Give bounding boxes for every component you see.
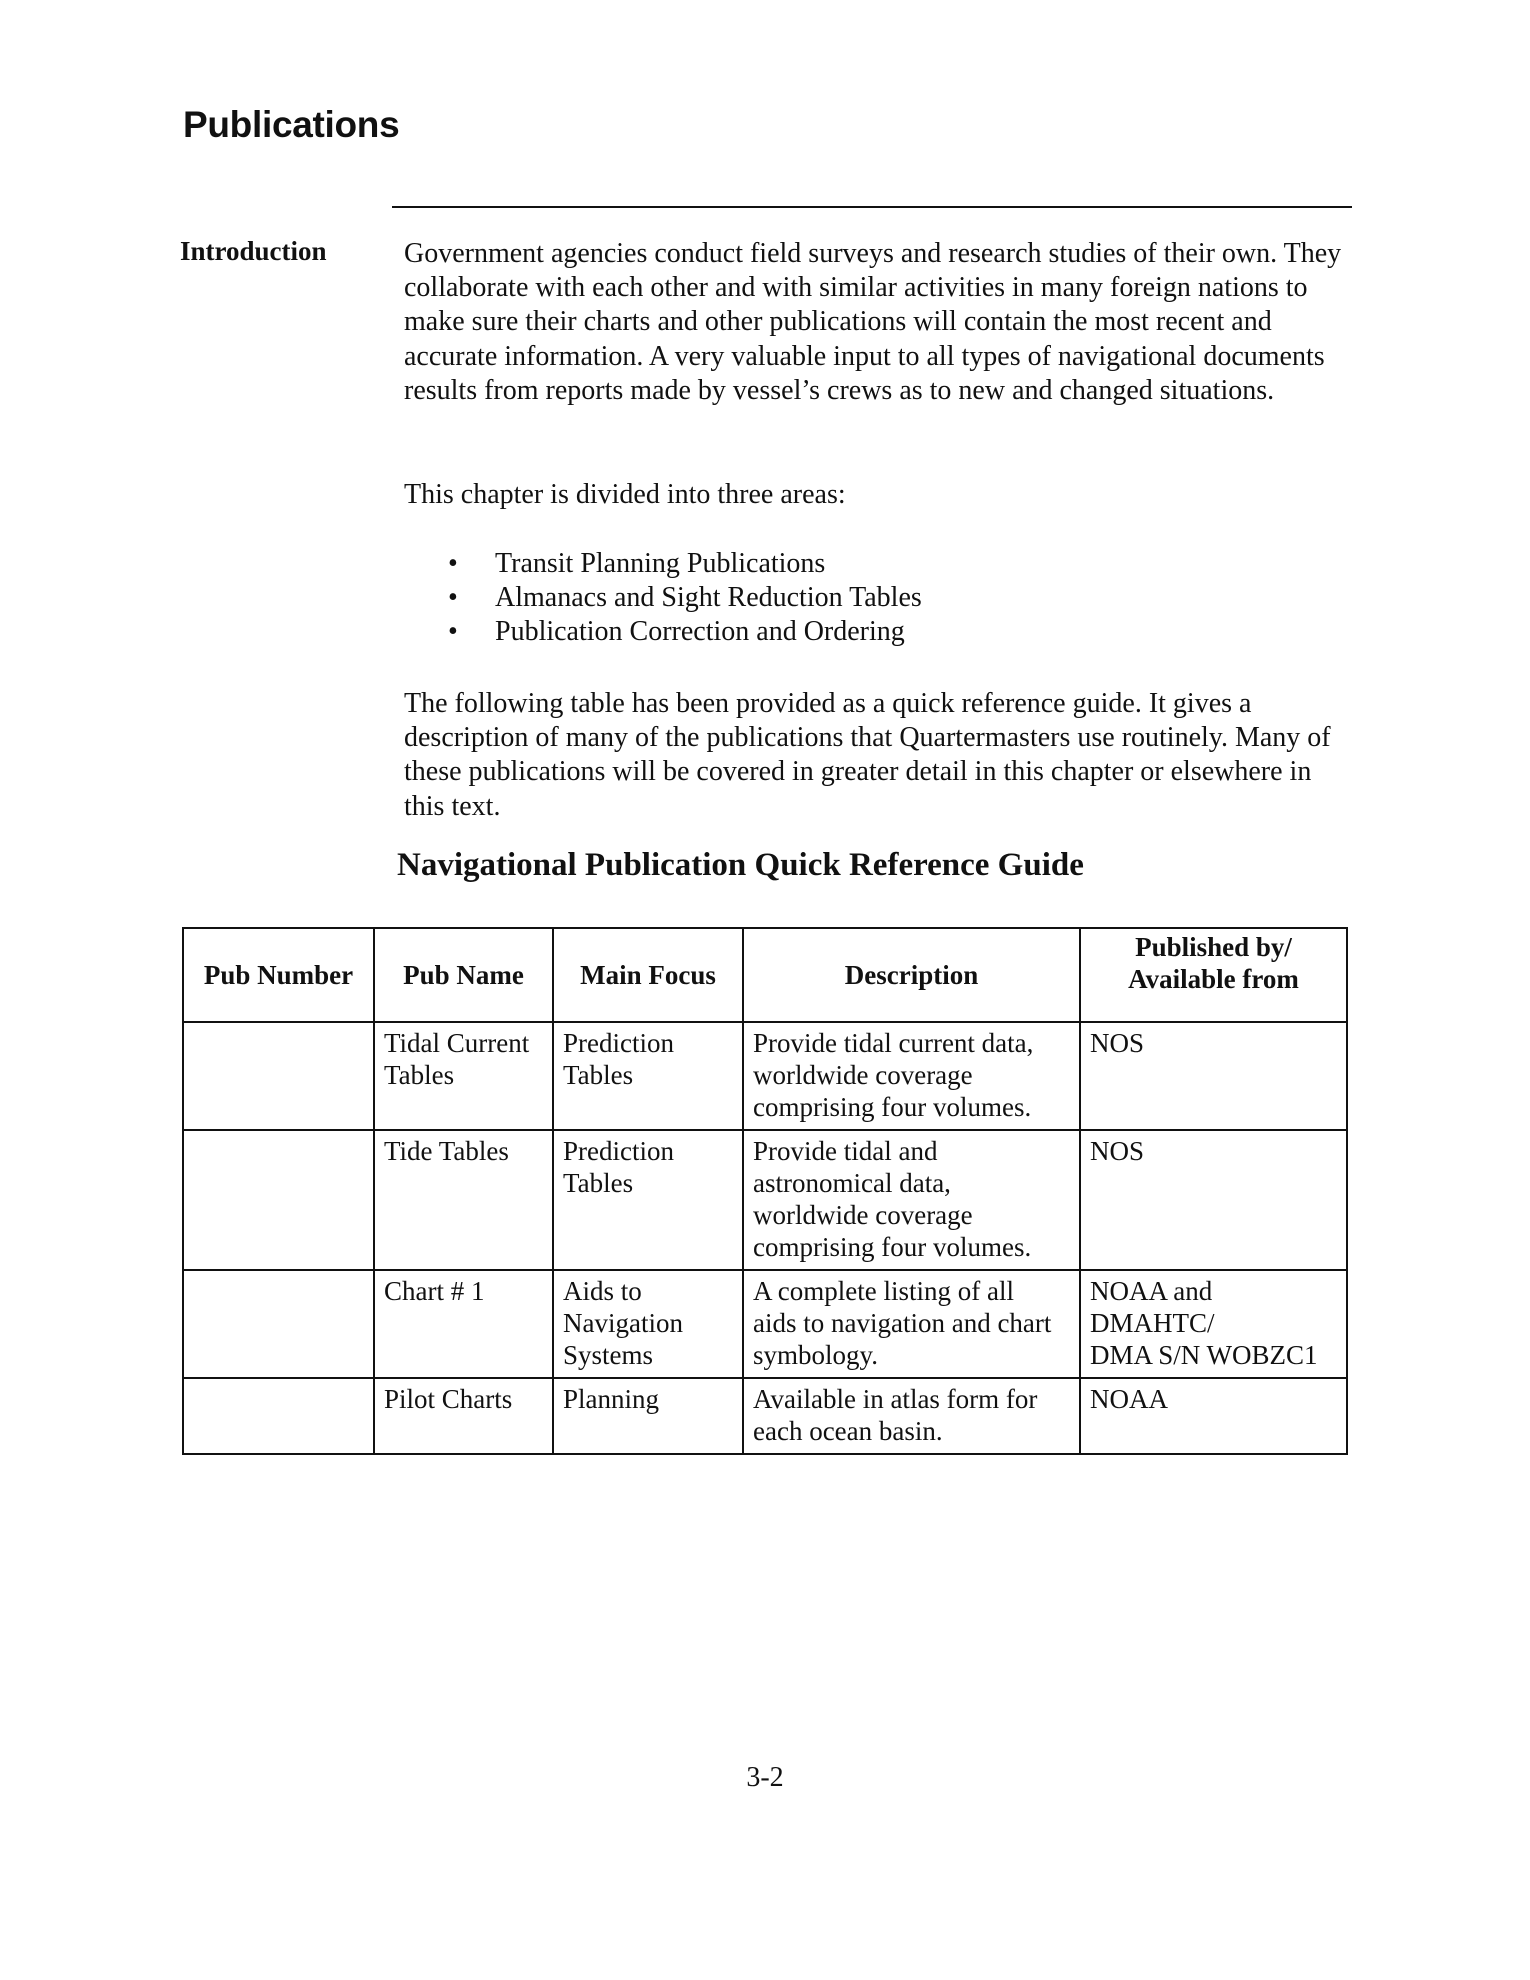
list-item	[404, 581, 1204, 615]
cell-line: Pilot Charts	[384, 1384, 513, 1414]
cell-line: NOAA	[1090, 1384, 1168, 1414]
cell-line: Chart # 1	[384, 1276, 485, 1306]
page-title: Publications	[183, 104, 400, 145]
cell-description	[743, 1378, 1080, 1454]
cell-main-focus	[553, 1022, 743, 1130]
table-header-row	[183, 928, 1347, 1022]
quick-reference-table	[182, 927, 1348, 1455]
cell-pub-number	[183, 1270, 374, 1378]
section-divider	[392, 206, 1352, 208]
chapter-areas-text: This chapter is divided into three areas:	[404, 479, 846, 510]
table-row	[183, 1130, 1347, 1270]
cell-line: Available in atlas form for	[753, 1384, 1038, 1414]
list-item	[404, 547, 1204, 581]
list-item	[404, 615, 1204, 649]
cell-line: Planning	[563, 1384, 660, 1414]
cell-line: Prediction	[563, 1136, 674, 1166]
cell-line: NOS	[1090, 1028, 1145, 1058]
cell-line: Provide tidal and	[753, 1136, 938, 1166]
cell-line: Aids to	[563, 1276, 642, 1306]
table-title: Navigational Publication Quick Reference Guide	[397, 847, 1084, 883]
cell-line: worldwide coverage	[753, 1200, 973, 1230]
cell-published-by	[1080, 1022, 1347, 1130]
cell-line: comprising four volumes.	[753, 1092, 1032, 1122]
header-main-focus: Main Focus	[553, 928, 743, 1022]
cell-line: DMAHTC/	[1090, 1308, 1215, 1338]
header-published-by-line2: Available from	[1128, 964, 1299, 994]
cell-line: each ocean basin.	[753, 1416, 943, 1446]
cell-pub-name	[374, 1270, 553, 1378]
cell-line: Tide Tables	[384, 1136, 509, 1166]
table-row	[183, 1022, 1347, 1130]
cell-published-by	[1080, 1270, 1347, 1378]
table-intro-paragraph: The following table has been provided as a quick reference guide. It gives a description of many of the publications that Quartermasters use routinely. Many of these publications will be covered in greater detail in this chapter or elsewhere in this text.	[404, 688, 1331, 822]
list-item-text: Transit Planning Publications	[495, 548, 826, 579]
cell-line: NOS	[1090, 1136, 1145, 1166]
cell-line: Navigation	[563, 1308, 683, 1338]
cell-main-focus	[553, 1270, 743, 1378]
cell-line: Tables	[384, 1060, 455, 1090]
cell-pub-number	[183, 1378, 374, 1454]
header-published-by	[1080, 928, 1347, 1022]
header-pub-number: Pub Number	[183, 928, 374, 1022]
cell-main-focus	[553, 1130, 743, 1270]
cell-line: DMA S/N WOBZC1	[1090, 1340, 1318, 1370]
cell-line: aids to navigation and chart	[753, 1308, 1052, 1338]
cell-line: NOAA and	[1090, 1276, 1213, 1306]
cell-line: Provide tidal current data,	[753, 1028, 1034, 1058]
cell-line: comprising four volumes.	[753, 1232, 1032, 1262]
cell-pub-number	[183, 1130, 374, 1270]
bullet-icon: •	[448, 582, 458, 614]
list-item-text: Publication Correction and Ordering	[495, 616, 905, 648]
bullet-icon: •	[448, 548, 458, 579]
cell-published-by	[1080, 1130, 1347, 1270]
section-label-introduction: Introduction	[180, 236, 327, 266]
cell-line: Tables	[563, 1060, 634, 1090]
cell-description	[743, 1022, 1080, 1130]
header-description: Description	[743, 928, 1080, 1022]
cell-line: Systems	[563, 1340, 654, 1370]
chapter-areas-list	[404, 547, 1204, 650]
header-published-by-line1: Published by/	[1135, 932, 1292, 962]
cell-main-focus	[553, 1378, 743, 1454]
page-number: 3-2	[746, 1762, 784, 1793]
cell-line: Prediction	[563, 1028, 674, 1058]
cell-line: worldwide coverage	[753, 1060, 973, 1090]
cell-published-by	[1080, 1378, 1347, 1454]
cell-line: symbology.	[753, 1340, 879, 1370]
cell-line: astronomical data,	[753, 1168, 951, 1198]
cell-line: Tidal Current	[384, 1028, 530, 1058]
header-pub-name: Pub Name	[374, 928, 553, 1022]
cell-line: A complete listing of all	[753, 1276, 1014, 1306]
cell-line: Tables	[563, 1168, 634, 1198]
table-row	[183, 1378, 1347, 1454]
cell-pub-name	[374, 1130, 553, 1270]
cell-pub-name	[374, 1022, 553, 1130]
cell-pub-name	[374, 1378, 553, 1454]
cell-pub-number	[183, 1022, 374, 1130]
cell-description	[743, 1270, 1080, 1378]
list-item-text: Almanacs and Sight Reduction Tables	[495, 582, 922, 614]
table-row	[183, 1270, 1347, 1378]
cell-description	[743, 1130, 1080, 1270]
intro-paragraph: Government agencies conduct field surveys and research studies of their own. They collaborate with each other and with similar activities in many foreign nations to make sure their charts and other publications will contain the most recent and accurate information. A very valuable input to all types of navigational documents results from reports made by vessel’s crews as to new and changed situations.	[404, 238, 1342, 406]
bullet-icon: •	[448, 616, 458, 648]
